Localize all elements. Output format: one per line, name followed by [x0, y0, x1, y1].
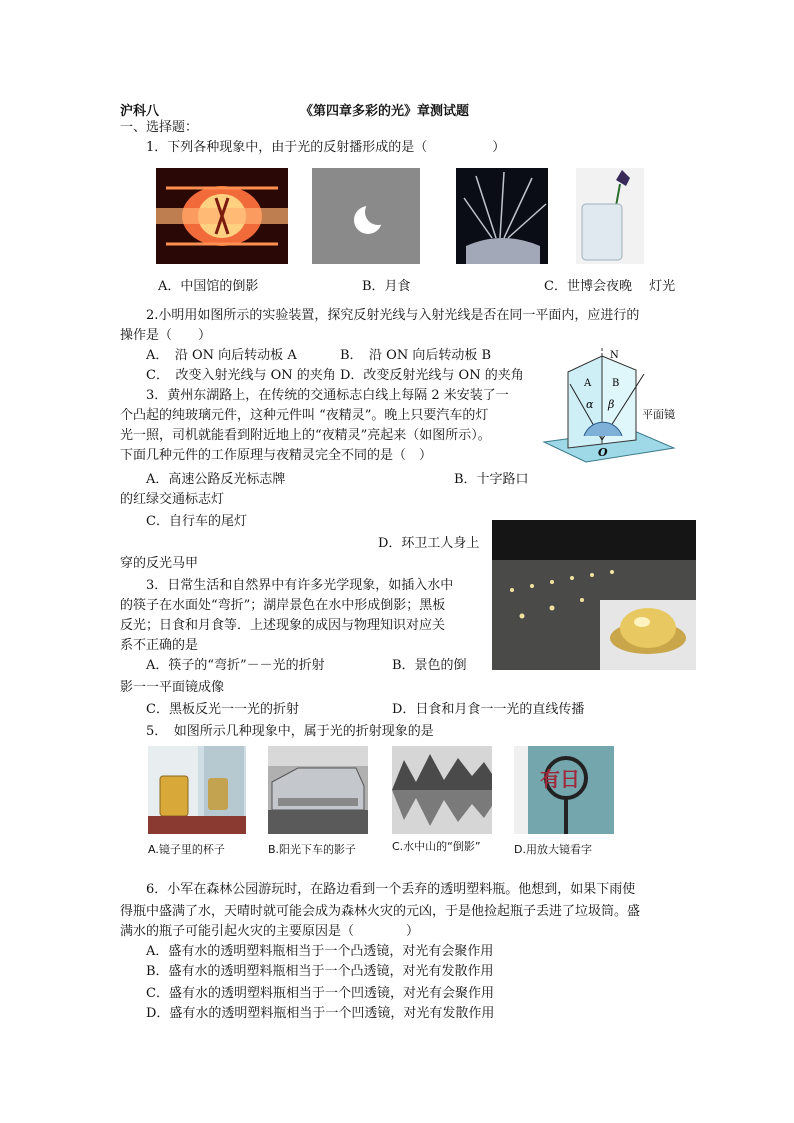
question-3a-line-4: 下面几种元件的工作原理与夜精灵完全不同的是（ ） [120, 448, 433, 463]
q5-caption-b: B.阳光下车的影子 [268, 843, 357, 856]
cup-in-mirror-photo [148, 746, 246, 834]
q3b-option-b-cont: 影一一平面镜成像 [120, 680, 225, 695]
q1-option-b: B．月食 [362, 279, 411, 294]
question-6-line-1: 6．小军在森林公园游玩时，在路边看到一个丢弃的透明塑料瓶。他想到，如果下雨使 [146, 882, 636, 897]
road-reflector-photo [492, 520, 696, 670]
question-1-stem: 1．下列各种现象中，由于光的反射播形成的是（ ） [146, 140, 506, 155]
pencil-in-water-photo [576, 168, 644, 264]
car-shadow-photo [268, 746, 368, 834]
q6-option-b: B．盛有水的透明塑料瓶相当于一个凸透镜，对光有发散作用 [146, 964, 494, 979]
mountain-reflection-photo [392, 746, 492, 834]
question-6-line-3: 满水的瓶子可能引起火灾的主要原因是（ ） [120, 924, 420, 939]
mirror-experiment-figure [540, 344, 678, 470]
figure-label-alpha: α [586, 398, 594, 411]
magnifier-text: 有日 [540, 767, 580, 791]
question-2-line-1: 2.小明用如图所示的实验装置，探究反射光线与入射光线是否在同一平面内，应进行的 [146, 308, 640, 323]
expo-night-lights-photo [456, 168, 548, 264]
q3a-option-c: C．自行车的尾灯 [146, 514, 247, 529]
q6-option-c: C．盛有水的透明塑料瓶相当于一个凹透镜，对光有会聚作用 [146, 986, 494, 1001]
q6-option-a: A．盛有水的透明塑料瓶相当于一个凸透镜，对光有会聚作用 [146, 944, 494, 959]
q3b-option-c: C．黑板反光一一光的折射 [146, 702, 299, 717]
q1-option-c: C．世博会夜晚 灯光 [544, 279, 676, 294]
question-5-stem: 5． 如图所示几种现象中，属于光的折射现象的是 [146, 724, 434, 739]
pavilion-reflection-photo [156, 168, 288, 264]
q3a-option-b: B．十字路口 [454, 472, 529, 487]
q5-caption-d: D.用放大镜看字 [514, 843, 592, 856]
q5-caption-c: C.水中山的“倒影” [392, 840, 481, 853]
q5-caption-a: A.镜子里的杯子 [148, 843, 225, 856]
q2-option-a: A． 沿 ON 向后转动板 A [146, 348, 297, 363]
q3b-option-d: D．日食和月食一一光的直线传播 [392, 702, 585, 717]
q1-option-a: A．中国馆的倒影 [158, 279, 259, 294]
course-label: 沪科八 [120, 104, 160, 119]
eclipse-photo [312, 168, 420, 264]
q6-option-d: D．盛有水的透明塑料瓶相当于一个凹透镜，对光有发散作用 [146, 1006, 495, 1021]
q2-option-b: B． 沿 ON 向后转动板 B [340, 348, 492, 363]
figure-label-beta: β [608, 398, 615, 411]
q3a-option-d: D．环卫工人身上 [378, 536, 480, 551]
question-6-line-2: 得瓶中盛满了水，天晴时就可能会成为森林火灾的元凶，于是他捡起瓶子丢进了垃圾筒。盛 [120, 904, 641, 919]
magnifier-text-photo [514, 746, 614, 834]
figure-label-a: A [584, 378, 592, 389]
q2-option-c: C． 改变入射光线与 ON 的夹角 [146, 368, 336, 383]
q3a-option-b-cont: 的红绿交通标志灯 [120, 492, 225, 507]
figure-label-n: N [610, 350, 619, 361]
question-3a-line-3: 光一照，司机就能看到附近地上的“夜精灵”亮起来（如图所示）。 [120, 428, 491, 443]
figure-label-o: O [598, 446, 608, 459]
question-3b-line-2: 的筷子在水面处“弯折”；湖岸景色在水中形成倒影；黑板 [120, 598, 446, 613]
q3b-option-a: A．筷子的“弯折”－－光的折射 [146, 658, 325, 673]
section-heading: 一、选择题： [120, 120, 199, 135]
q2-option-d: D．改变反射光线与 ON 的夹角 [340, 368, 524, 383]
question-3b-line-3: 反光；日食和月食等．上述现象的成因与物理知识对应关 [120, 618, 446, 633]
question-3a-line-1: 3．黄州东湖路上，在传统的交通标志白线上每隔 2 米安装了一 [146, 388, 509, 403]
figure-label-b: B [612, 378, 620, 389]
page-title: 《第四章多彩的光》章测试题 [300, 104, 470, 119]
question-2-line-2: 操作是（ ） [120, 328, 212, 343]
q3a-option-a: A．高速公路反光标志牌 [146, 472, 286, 487]
question-3b-line-4: 系不正确的是 [120, 638, 199, 653]
q3b-option-b: B．景色的倒 [392, 658, 467, 673]
q3a-option-d-cont: 穿的反光马甲 [120, 556, 199, 571]
question-3b-line-1: 3．日常生活和自然界中有许多光学现象，如插入水中 [146, 578, 454, 593]
figure-label-mirror: 平面镜 [642, 408, 675, 421]
question-3a-line-2: 个凸起的纯玻璃元件，这种元件叫 “夜精灵”。晚上只要汽车的灯 [120, 408, 489, 423]
